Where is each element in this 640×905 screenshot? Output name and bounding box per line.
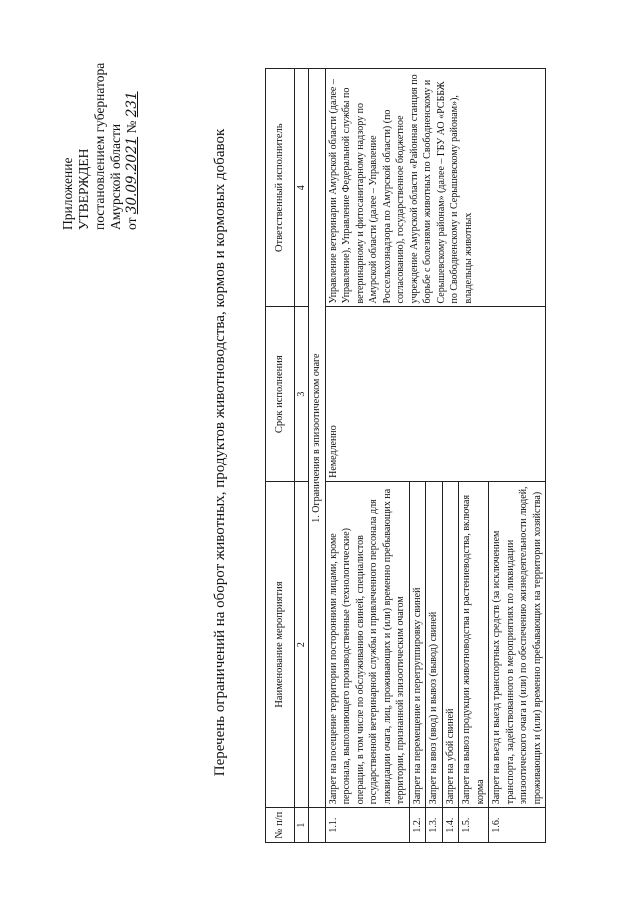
header-measure: Наименование мероприятия — [266, 481, 295, 807]
row-number: 1.4. — [442, 808, 459, 843]
number-prefix: № — [124, 120, 139, 134]
decree-date-line — [124, 63, 140, 230]
header-term: Срок исполнения — [266, 307, 295, 481]
row-number: 1.1. — [325, 808, 409, 843]
restrictions-table — [265, 68, 546, 843]
table-header-row — [266, 69, 295, 843]
row-measure: Запрет на перемещение и перегруппировку свиней — [409, 481, 426, 807]
appendix-label: Приложение — [60, 157, 75, 230]
from-prefix: от — [124, 217, 139, 230]
approval-stamp — [60, 63, 140, 230]
region-label: Амурской области — [108, 123, 123, 230]
column-number: 2 — [295, 481, 309, 807]
row-number: 1.5. — [459, 808, 489, 843]
row-term: Немедленно — [325, 307, 546, 481]
decree-label: постановлением губернатора — [92, 62, 107, 230]
approved-label: УТВЕРЖДЕН — [76, 148, 91, 230]
column-number: 3 — [295, 307, 309, 481]
table-row — [325, 69, 409, 843]
decree-date: 30.09.2021 — [124, 136, 140, 215]
row-measure: Запрет на въезд и выезд транспортных средств (за исключением транспорта, задействованного в мероприятиях по ликвидации эпизоотического очага и (или) по обеспечению жизнедеятельности людей, проживающих и (или) временно пребывающих на территории хозяйства) — [489, 481, 546, 807]
column-number: 1 — [295, 808, 309, 843]
column-number-row — [295, 69, 309, 843]
row-number: 1.6. — [489, 808, 546, 843]
column-number: 4 — [295, 69, 309, 308]
row-measure: Запрет на ввоз (ввод) и вывоз (вывод) свиней — [426, 481, 443, 807]
row-number: 1.3. — [426, 808, 443, 843]
row-measure: Запрет на убой свиней — [442, 481, 459, 807]
section-row — [309, 69, 326, 843]
row-measure: Запрет на вывоз продукции животноводства и растениеводства, включая корма — [459, 481, 489, 807]
header-number: № п/п — [266, 808, 295, 843]
decree-number: 231 — [124, 91, 140, 118]
row-measure: Запрет на посещение территории посторонними лицами, кроме персонала, выполняющего производственные (технологические) операции, в том числе по обслуживанию свиней, специалистов государственной ветеринарной службы и привлеченного персонала для ликвидации очага, лиц, проживающих и (или) временно пребывающих на территории, признанной эпизоотическим очагом — [325, 481, 409, 807]
row-executor: Управление ветеринарии Амурской области (далее – Управление), Управление Федеральной службы по ветеринарному и фитосанитарному надзору по Амурской области (далее – Управление Россельхознадзора по Амурской области) (по согласованию), государственное бюджетное учреждение Амурской области «Районная станция по борьбе с болезнями животных по Свободненскому и Серышевскому районам» (далее – ГБУ АО «РСББЖ по Свободненскому и Серышевскому районам»), владельцы животных — [325, 69, 546, 308]
row-number: 1.2. — [409, 808, 426, 843]
document-title: Перечень ограничений на оборот животных, продуктов животноводства, кормов и кормовых добавок — [212, 128, 228, 777]
section-title: 1. Ограничения в эпизоотическом очаге — [309, 69, 326, 808]
header-executor: Ответственный исполнитель — [266, 69, 295, 308]
